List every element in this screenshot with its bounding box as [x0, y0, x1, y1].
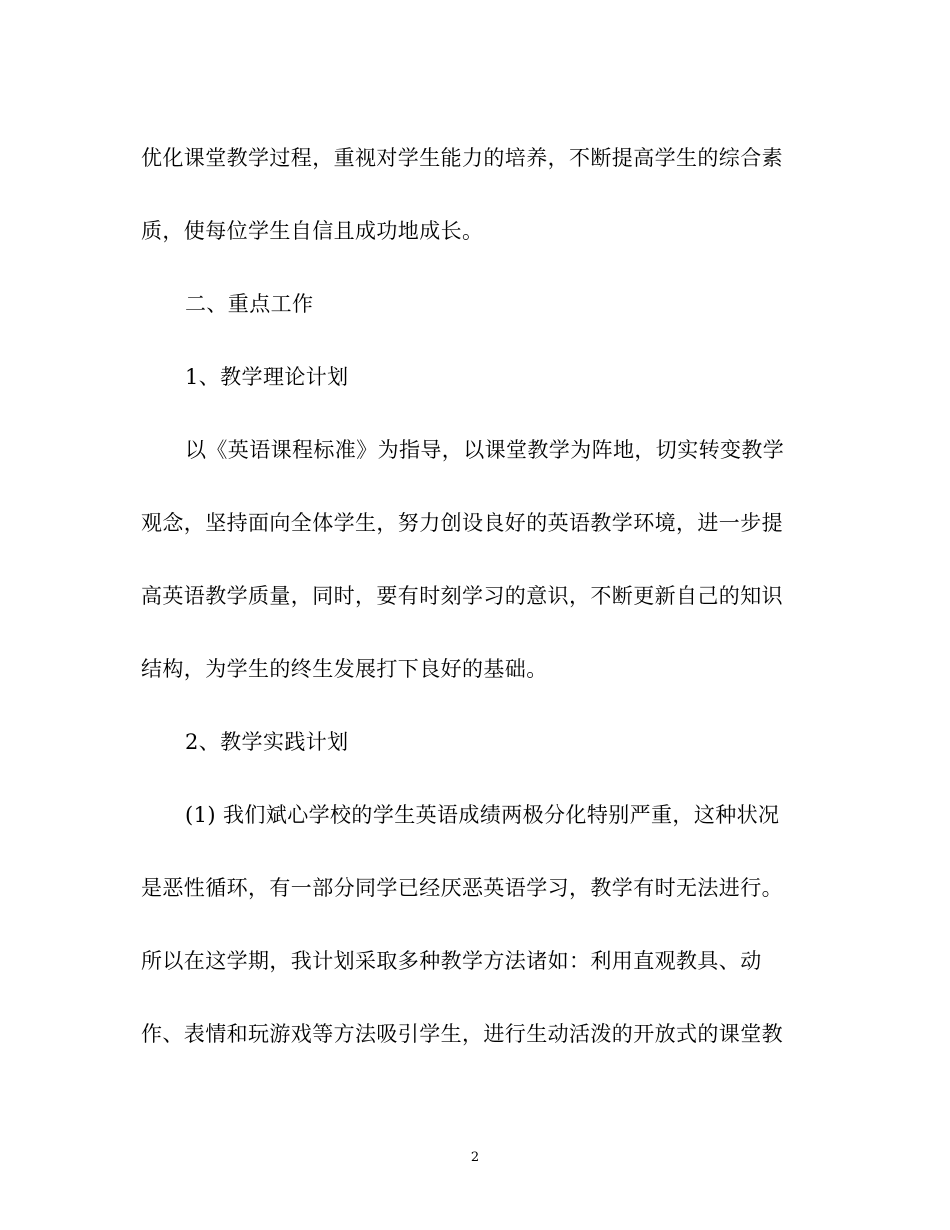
paragraph-line: 所以在这学期，我计划采取多种教学方法诸如：利用直观教具、动 — [141, 949, 762, 973]
document-body — [141, 137, 801, 1086]
paragraph-line: 质，使每位学生自信且成功地成长。 — [141, 219, 484, 243]
subsection-heading: 2、教学实践计划 — [185, 730, 349, 754]
page-number: 2 — [470, 1150, 480, 1165]
paragraph-line: 以《英语课程标准》为指导，以课堂教学为阵地，切实转变教学 — [185, 438, 785, 462]
paragraph-line: 高英语教学质量，同时，要有时刻学习的意识，不断更新自己的知识 — [141, 584, 783, 608]
paragraph-line: 作、表情和玩游戏等方法吸引学生，进行生动活泼的开放式的课堂教 — [141, 1022, 783, 1046]
section-heading: 二、重点工作 — [185, 292, 314, 316]
paragraph-line: 是恶性循环，有一部分同学已经厌恶英语学习，教学有时无法进行。 — [141, 876, 783, 900]
paragraph-line: (1) 我们斌心学校的学生英语成绩两极分化特别严重，这种状况 — [185, 803, 780, 827]
paragraph-line: 优化课堂教学过程，重视对学生能力的培养，不断提高学生的综合素 — [141, 146, 783, 170]
paragraph-line: 观念，坚持面向全体学生，努力创设良好的英语教学环境，进一步提 — [141, 511, 783, 535]
subsection-heading: 1、教学理论计划 — [185, 365, 349, 389]
paragraph-line: 结构，为学生的终生发展打下良好的基础。 — [141, 657, 548, 681]
